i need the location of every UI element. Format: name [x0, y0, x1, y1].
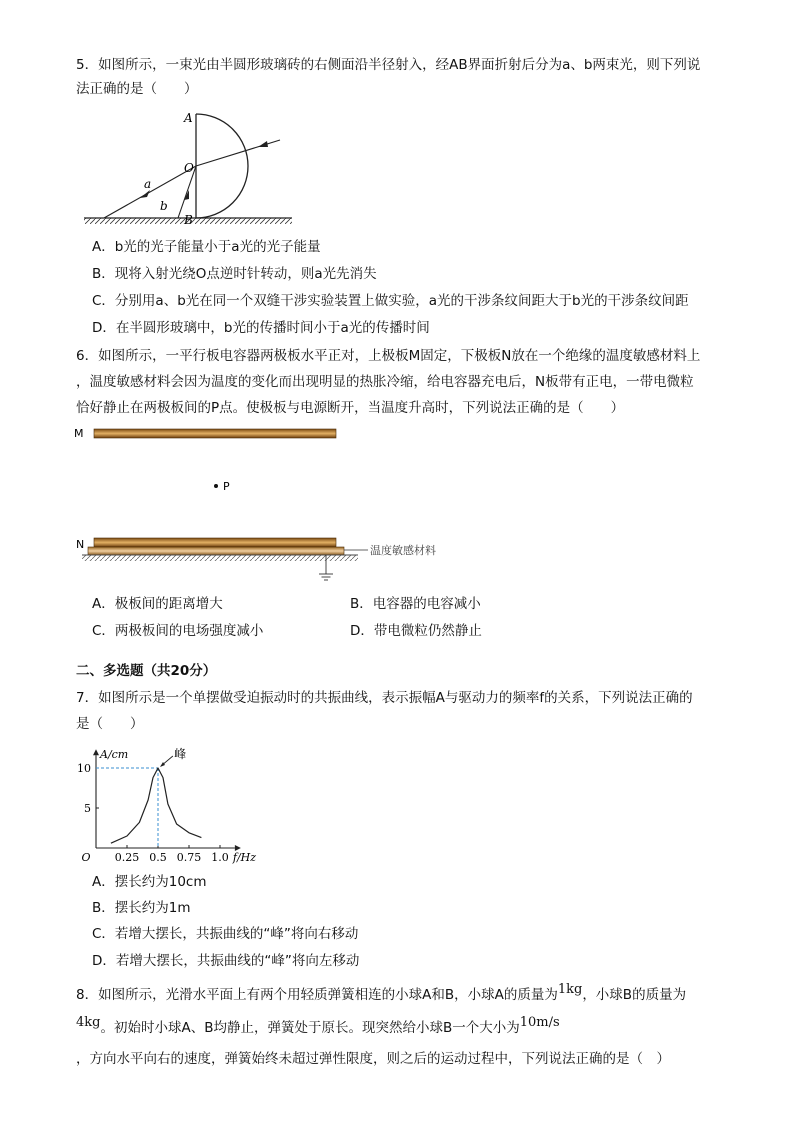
label-m: M [74, 427, 84, 440]
ground-hatch [82, 555, 358, 561]
y-axis-label: A/cm [100, 748, 129, 762]
incident-arrow [258, 141, 268, 147]
peak-label: 峰 [174, 747, 187, 761]
y-tick-label: 10 [77, 762, 91, 775]
semicircle-glass [196, 114, 248, 218]
x-axis-label: f/Hz [232, 851, 257, 864]
q7-option-c: C．若增大摆长，共振曲线的“峰”将向右移动 [92, 926, 359, 942]
y-tick-label: 5 [84, 802, 91, 815]
resonance-curve [111, 768, 201, 843]
q6-stem-line-3: 恰好静止在两极板间的P点。使极板与电源断开，当温度升高时，下列说法正确的是（ ） [76, 400, 625, 416]
x-tick-label: 0.25 [114, 851, 140, 864]
q5-refraction-figure [80, 104, 300, 228]
x-tick-label: 0.5 [149, 851, 167, 864]
q5-option-c: C．分别用a、b光在同一个双缝干涉实验装置上做实验，a光的干涉条纹间距大于b光的干涉条纹间距 [92, 293, 689, 309]
label-b-point: B [184, 213, 193, 227]
section-multiple-choice: 二、多选题（共20分） [76, 663, 217, 679]
x-tick-label: 0.75 [176, 851, 202, 864]
ray-a-arrow [140, 190, 150, 198]
q8-mass-a: 1kg [557, 982, 583, 997]
label-material: 温度敏感材料 [370, 544, 436, 557]
temperature-material [88, 547, 344, 555]
x-tick-label: 1.0 [211, 851, 229, 864]
label-a-point: A [184, 111, 193, 125]
q6-stem-line-1: 6．如图所示，一平行板电容器两极板水平正对，上极板M固定，下极板N放在一个绝缘的温度敏感材料上 [76, 348, 701, 364]
label-n: N [76, 538, 85, 551]
q7-option-b: B．摆长约为1m [92, 900, 191, 916]
q6-option-b: B．电容器的电容减小 [350, 596, 481, 612]
q7-option-a: A．摆长约为10cm [92, 874, 207, 890]
q7-option-d: D．若增大摆长，共振曲线的“峰”将向左移动 [92, 953, 360, 969]
q5-stem-line-2: 法正确的是（ ） [76, 81, 198, 97]
q5-option-d: D．在半圆形玻璃中，b光的传播时间小于a光的传播时间 [92, 320, 430, 336]
q5-stem-line-1: 5．如图所示，一束光由半圆形玻璃砖的右侧面沿半径射入，经AB界面折射后分为a、b两束光，则下列说 [76, 57, 701, 73]
q6-stem-line-2: ，温度敏感材料会因为温度的变化而出现明显的热胀冷缩，给电容器充电后，N板带有正电，一带电微粒 [76, 374, 694, 390]
plate-m [94, 429, 336, 438]
q5-option-b: B．现将入射光绕O点逆时针转动，则a光先消失 [92, 266, 377, 282]
q5-option-a: A．b光的光子能量小于a光的光子能量 [92, 239, 321, 255]
q8-text-2a: 。初始时小球A、B均静止，弹簧处于原长。现突然给小球B一个大小为 [100, 1020, 520, 1036]
q7-stem-line-1: 7．如图所示是一个单摆做受迫振动时的共振曲线，表示振幅A与驱动力的频率f的关系，下列说法正确的 [76, 690, 693, 706]
q7-stem-line-2: 是（ ） [76, 716, 144, 732]
q7-resonance-chart [76, 740, 266, 866]
point-p-dot [214, 484, 218, 488]
q8-text-1a: 8．如图所示，光滑水平面上有两个用轻质弹簧相连的小球A和B，小球A的质量为 [76, 987, 558, 1003]
q6-option-c: C．两极板间的电场强度减小 [92, 623, 264, 639]
q8-line-1 [76, 982, 687, 1005]
plate-n [94, 538, 336, 547]
q6-option-a: A．极板间的距离增大 [92, 596, 223, 612]
y-axis-arrow [93, 749, 99, 755]
label-ray-a: a [144, 177, 152, 191]
q8-line-2 [76, 1015, 560, 1038]
q6-option-d: D．带电微粒仍然静止 [350, 623, 482, 639]
origin-label: O [81, 851, 91, 864]
ray-b-arrow [184, 190, 189, 200]
q8-line-3: ，方向水平向右的速度，弹簧始终未超过弹性限度，则之后的运动过程中，下列说法正确的是（ ） [76, 1051, 670, 1067]
label-o-point: O [184, 161, 194, 175]
label-ray-b: b [160, 199, 168, 213]
label-p: P [223, 480, 230, 493]
ray-a [104, 166, 196, 218]
q8-velocity: 10m/s [519, 1015, 560, 1030]
q8-text-1b: ，小球B的质量为 [582, 987, 687, 1003]
q6-capacitor-figure [72, 424, 472, 584]
q8-mass-b: 4kg [76, 1015, 101, 1030]
